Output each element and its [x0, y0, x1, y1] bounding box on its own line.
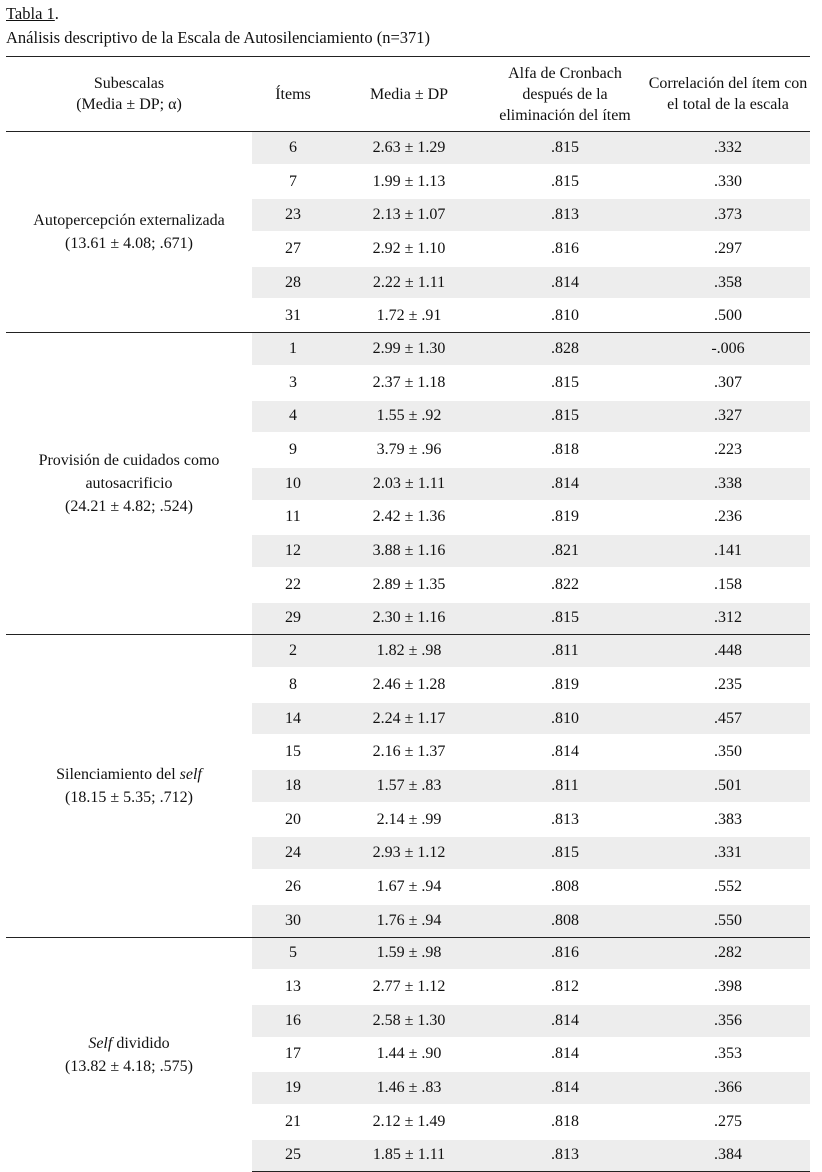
mean-sd-cell: 2.14 ± .99	[334, 803, 484, 837]
alpha-cell: .814	[484, 467, 646, 501]
header-correlation: Correlación del ítem con el total de la escala	[646, 57, 810, 132]
table-row	[6, 937, 810, 970]
alpha-cell: .808	[484, 870, 646, 904]
subscale-stats: (13.82 ± 4.18; .575)	[65, 1057, 193, 1075]
item-number-cell: 30	[252, 904, 334, 937]
mean-sd-cell: 1.44 ± .90	[334, 1038, 484, 1072]
alpha-cell: .819	[484, 501, 646, 535]
item-number-cell: 29	[252, 602, 334, 635]
alpha-cell: .819	[484, 668, 646, 702]
subscale-cell	[6, 132, 252, 333]
alpha-cell: .814	[484, 1071, 646, 1105]
table-caption	[6, 2, 430, 50]
table-body	[6, 132, 810, 1172]
mean-sd-cell: 1.67 ± .94	[334, 870, 484, 904]
mean-sd-cell: 2.46 ± 1.28	[334, 668, 484, 702]
descriptive-table-container	[6, 56, 810, 1172]
item-number-cell: 4	[252, 400, 334, 434]
correlation-cell: .332	[646, 132, 810, 165]
item-number-cell: 18	[252, 769, 334, 803]
item-number-cell: 22	[252, 568, 334, 602]
table-label: Tabla 1.	[6, 4, 59, 23]
item-number-cell: 3	[252, 366, 334, 400]
item-number-cell: 17	[252, 1038, 334, 1072]
alpha-cell: .815	[484, 132, 646, 165]
item-number-cell: 27	[252, 232, 334, 266]
alpha-cell: .810	[484, 299, 646, 332]
mean-sd-cell: 2.13 ± 1.07	[334, 198, 484, 232]
mean-sd-cell: 2.24 ± 1.17	[334, 702, 484, 736]
alpha-cell: .813	[484, 803, 646, 837]
alpha-cell: .815	[484, 366, 646, 400]
alpha-cell: .811	[484, 635, 646, 668]
alpha-cell: .813	[484, 1139, 646, 1172]
alpha-cell: .814	[484, 1038, 646, 1072]
mean-sd-cell: 1.76 ± .94	[334, 904, 484, 937]
mean-sd-cell: 2.92 ± 1.10	[334, 232, 484, 266]
table-row	[6, 132, 810, 165]
subscale-cell	[6, 635, 252, 937]
correlation-cell: .330	[646, 165, 810, 199]
item-number-cell: 2	[252, 635, 334, 668]
correlation-cell: .236	[646, 501, 810, 535]
correlation-cell: .501	[646, 769, 810, 803]
alpha-cell: .810	[484, 702, 646, 736]
table-title: Análisis descriptivo de la Escala de Autosilenciamiento (n=371)	[6, 28, 430, 47]
header-row	[6, 57, 810, 132]
item-number-cell: 24	[252, 836, 334, 870]
correlation-cell: .223	[646, 433, 810, 467]
correlation-cell: .235	[646, 668, 810, 702]
item-number-cell: 8	[252, 668, 334, 702]
item-number-cell: 6	[252, 132, 334, 165]
item-number-cell: 25	[252, 1139, 334, 1172]
alpha-cell: .813	[484, 198, 646, 232]
correlation-cell: .384	[646, 1139, 810, 1172]
mean-sd-cell: 2.77 ± 1.12	[334, 970, 484, 1004]
item-number-cell: 10	[252, 467, 334, 501]
subscale-cell	[6, 937, 252, 1172]
correlation-cell: .500	[646, 299, 810, 332]
correlation-cell: .550	[646, 904, 810, 937]
alpha-cell: .812	[484, 970, 646, 1004]
item-number-cell: 19	[252, 1071, 334, 1105]
mean-sd-cell: 3.88 ± 1.16	[334, 534, 484, 568]
correlation-cell: .312	[646, 602, 810, 635]
alpha-cell: .816	[484, 937, 646, 970]
correlation-cell: .383	[646, 803, 810, 837]
correlation-cell: .552	[646, 870, 810, 904]
mean-sd-cell: 2.99 ± 1.30	[334, 333, 484, 366]
correlation-cell: .457	[646, 702, 810, 736]
mean-sd-cell: 2.03 ± 1.11	[334, 467, 484, 501]
item-number-cell: 11	[252, 501, 334, 535]
correlation-cell: .398	[646, 970, 810, 1004]
mean-sd-cell: 2.22 ± 1.11	[334, 266, 484, 300]
mean-sd-cell: 2.58 ± 1.30	[334, 1004, 484, 1038]
table-row	[6, 333, 810, 366]
alpha-cell: .816	[484, 232, 646, 266]
subscale-name: Self dividido	[88, 1034, 170, 1052]
item-number-cell: 15	[252, 735, 334, 769]
correlation-cell: .338	[646, 467, 810, 501]
correlation-cell: .356	[646, 1004, 810, 1038]
mean-sd-cell: 2.16 ± 1.37	[334, 735, 484, 769]
correlation-cell: .158	[646, 568, 810, 602]
subscale-cell	[6, 333, 252, 635]
subscale-stats: (24.21 ± 4.82; .524)	[65, 498, 193, 516]
alpha-cell: .821	[484, 534, 646, 568]
item-number-cell: 23	[252, 198, 334, 232]
correlation-cell: .373	[646, 198, 810, 232]
subscale-stats: (13.61 ± 4.08; .671)	[65, 235, 193, 253]
item-number-cell: 9	[252, 433, 334, 467]
item-number-cell: 12	[252, 534, 334, 568]
subscale-name: Autopercepción externalizada	[33, 212, 225, 230]
mean-sd-cell: 2.37 ± 1.18	[334, 366, 484, 400]
alpha-cell: .814	[484, 1004, 646, 1038]
item-number-cell: 20	[252, 803, 334, 837]
item-number-cell: 16	[252, 1004, 334, 1038]
mean-sd-cell: 2.42 ± 1.36	[334, 501, 484, 535]
mean-sd-cell: 2.12 ± 1.49	[334, 1105, 484, 1139]
correlation-cell: .353	[646, 1038, 810, 1072]
item-number-cell: 7	[252, 165, 334, 199]
alpha-cell: .815	[484, 602, 646, 635]
correlation-cell: .350	[646, 735, 810, 769]
correlation-cell: .327	[646, 400, 810, 434]
item-number-cell: 26	[252, 870, 334, 904]
header-mean: Media ± DP	[334, 57, 484, 132]
alpha-cell: .808	[484, 904, 646, 937]
correlation-cell: .275	[646, 1105, 810, 1139]
mean-sd-cell: 1.99 ± 1.13	[334, 165, 484, 199]
correlation-cell: .282	[646, 937, 810, 970]
mean-sd-cell: 3.79 ± .96	[334, 433, 484, 467]
correlation-cell: .448	[646, 635, 810, 668]
item-number-cell: 31	[252, 299, 334, 332]
mean-sd-cell: 1.85 ± 1.11	[334, 1139, 484, 1172]
correlation-cell: .307	[646, 366, 810, 400]
item-number-cell: 14	[252, 702, 334, 736]
alpha-cell: .815	[484, 836, 646, 870]
alpha-cell: .818	[484, 433, 646, 467]
alpha-cell: .815	[484, 400, 646, 434]
correlation-cell: .297	[646, 232, 810, 266]
item-number-cell: 28	[252, 266, 334, 300]
item-number-cell: 5	[252, 937, 334, 970]
header-alpha: Alfa de Cronbach después de la eliminación del ítem	[484, 57, 646, 132]
mean-sd-cell: 1.59 ± .98	[334, 937, 484, 970]
mean-sd-cell: 1.57 ± .83	[334, 769, 484, 803]
correlation-cell: .358	[646, 266, 810, 300]
alpha-cell: .822	[484, 568, 646, 602]
alpha-cell: .818	[484, 1105, 646, 1139]
mean-sd-cell: 1.46 ± .83	[334, 1071, 484, 1105]
item-number-cell: 21	[252, 1105, 334, 1139]
correlation-cell: .366	[646, 1071, 810, 1105]
mean-sd-cell: 2.63 ± 1.29	[334, 132, 484, 165]
alpha-cell: .828	[484, 333, 646, 366]
mean-sd-cell: 2.30 ± 1.16	[334, 602, 484, 635]
alpha-cell: .814	[484, 735, 646, 769]
alpha-cell: .815	[484, 165, 646, 199]
header-items: Ítems	[252, 57, 334, 132]
mean-sd-cell: 1.55 ± .92	[334, 400, 484, 434]
item-number-cell: 1	[252, 333, 334, 366]
alpha-cell: .814	[484, 266, 646, 300]
mean-sd-cell: 1.72 ± .91	[334, 299, 484, 332]
item-number-cell: 13	[252, 970, 334, 1004]
mean-sd-cell: 1.82 ± .98	[334, 635, 484, 668]
correlation-cell: .331	[646, 836, 810, 870]
table-row	[6, 635, 810, 668]
subscale-name: Silenciamiento del self	[56, 765, 202, 783]
subscale-stats: (18.15 ± 5.35; .712)	[65, 788, 193, 806]
correlation-cell: .141	[646, 534, 810, 568]
correlation-cell: -.006	[646, 333, 810, 366]
descriptive-table	[6, 56, 810, 1172]
mean-sd-cell: 2.93 ± 1.12	[334, 836, 484, 870]
subscale-name: Provisión de cuidados como autosacrificio	[38, 452, 220, 493]
mean-sd-cell: 2.89 ± 1.35	[334, 568, 484, 602]
header-subscales: Subescalas (Media ± DP; α)	[6, 57, 252, 132]
alpha-cell: .811	[484, 769, 646, 803]
